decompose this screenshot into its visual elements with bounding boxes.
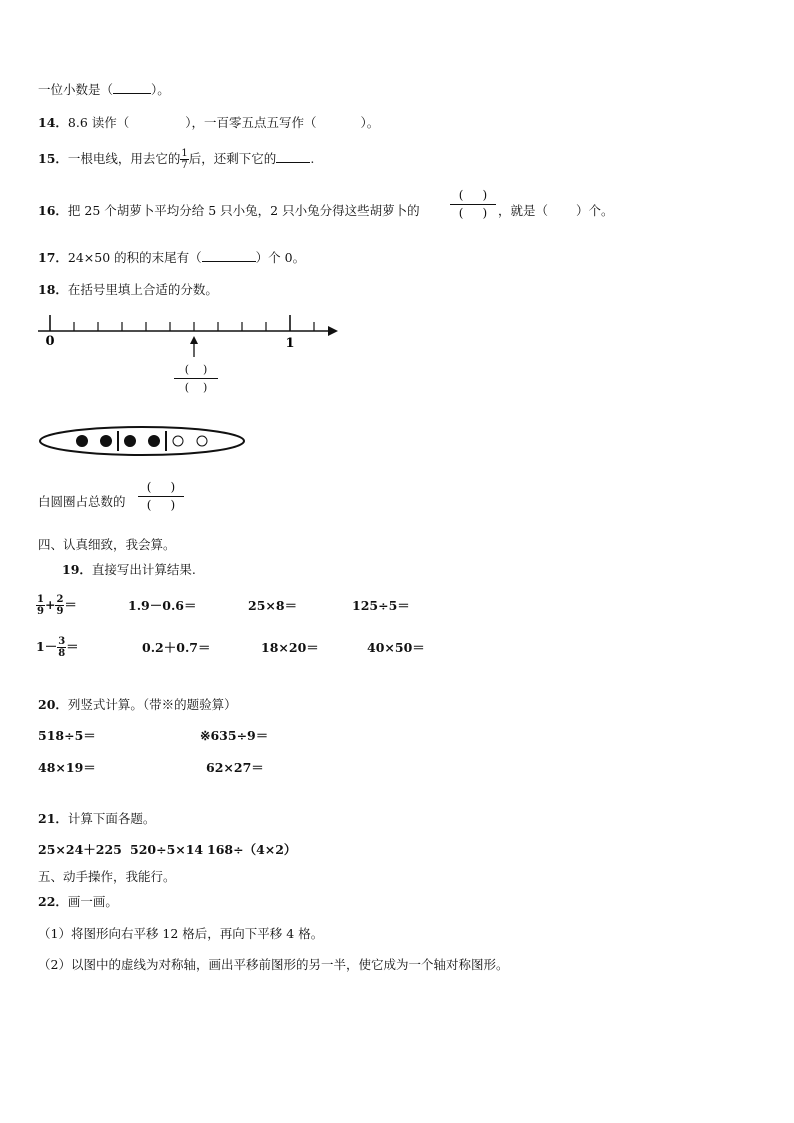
- answer-blank[interactable]: [113, 93, 151, 94]
- question-16-tail: ，就是（ ）个。: [498, 203, 614, 218]
- filled-circle: [101, 436, 112, 447]
- question-22: 22．画一画。: [38, 894, 118, 909]
- question-14: 14．8.6 读作（ ），一百零五点五写作（ ）。: [38, 115, 380, 130]
- number-line: [30, 305, 350, 415]
- number-line-label-zero: 0: [45, 334, 55, 349]
- up-arrow-icon: [190, 336, 198, 357]
- q20-a: 518÷5＝: [38, 728, 96, 743]
- q20-d: 62×27＝: [206, 760, 264, 775]
- q19-r1-a: $\frac{1}{9}$ + $\frac{2}{9}$ ＝: [37, 594, 77, 617]
- q22-part-1: （1）将图形向右平移 12 格后，再向下平移 4 格。: [38, 926, 324, 941]
- q19-r1-c: 25×8＝: [248, 598, 298, 613]
- fraction-bar: [174, 378, 218, 379]
- question-number: 16．: [38, 203, 68, 218]
- question-number: 21．: [38, 811, 68, 826]
- number-line-fraction-box[interactable]: ( ) ( ): [174, 362, 218, 395]
- number-line-arrowhead: [328, 326, 338, 336]
- question-16: 16．把 25 个胡萝卜平均分给 5 只小兔，2 只小兔分得这些胡萝卜的: [38, 203, 420, 218]
- q19-r2-c: 18×20＝: [261, 640, 319, 655]
- question-number: 14．: [38, 115, 68, 130]
- question-18: 18．在括号里填上合适的分数。: [38, 282, 218, 297]
- q19-r2-b: 0.2＋0.7＝: [142, 640, 211, 655]
- filled-circle: [149, 436, 160, 447]
- q21-a: 25×24＋225: [38, 842, 122, 857]
- q21-c: 168÷（4×2）: [207, 842, 297, 857]
- circle-group-figure: [36, 424, 250, 460]
- question-number: 19．: [62, 562, 92, 577]
- question-17: 17．24×50 的积的末尾有（ ）个 0。: [38, 250, 306, 265]
- filled-circle: [77, 436, 88, 447]
- fraction-answer-box[interactable]: ( ) ( ): [450, 188, 496, 221]
- arrow-head: [190, 336, 198, 344]
- q21-b: 520÷5×14: [130, 842, 204, 857]
- q18-caption: 白圆圈占总数的: [38, 494, 126, 509]
- section-title-5: 五、动手操作，我能行。: [38, 869, 176, 884]
- question-number: 20．: [38, 697, 68, 712]
- q19-r1-d: 125÷5＝: [352, 598, 410, 613]
- q13-tail: 一位小数是（ ）。: [38, 82, 170, 97]
- white-circle: [173, 436, 183, 446]
- question-19: 19．直接写出计算结果.: [62, 562, 196, 577]
- answer-blank[interactable]: [276, 162, 310, 163]
- q20-b: ※635÷9＝: [200, 728, 269, 743]
- filled-circle: [125, 436, 136, 447]
- question-number: 17．: [38, 250, 68, 265]
- question-15: 15．一根电线，用去它的 $\frac{1}{7}$ 后，还剩下它的 .: [38, 148, 315, 171]
- q20-c: 48×19＝: [38, 760, 96, 775]
- q19-r2-a: 1－ $\frac{3}{8}$ ＝: [36, 636, 79, 659]
- fraction-one-seventh: $\frac{1}{7}$: [181, 148, 188, 171]
- answer-blank[interactable]: [202, 261, 256, 262]
- question-21: 21．计算下面各题。: [38, 811, 156, 826]
- circles: [77, 431, 208, 451]
- question-20: 20．列竖式计算。（带※的题验算）: [38, 697, 237, 712]
- oval-outline: [40, 427, 244, 455]
- white-circle-fraction-box[interactable]: ( ) ( ): [138, 480, 184, 513]
- q22-part-2: （2）以图中的虚线为对称轴，画出平移前图形的另一半，使它成为一个轴对称图形。: [38, 957, 509, 972]
- fraction-bar: [138, 496, 184, 497]
- number-line-label-one: 1: [285, 336, 295, 351]
- white-circle: [197, 436, 207, 446]
- question-number: 18．: [38, 282, 68, 297]
- fraction-bar: [450, 204, 496, 205]
- number-line-ticks: [30, 315, 314, 331]
- question-number: 22．: [38, 894, 68, 909]
- section-title-4: 四、认真细致，我会算。: [38, 537, 176, 552]
- q19-r2-d: 40×50＝: [367, 640, 425, 655]
- question-number: 15．: [38, 151, 68, 166]
- q19-r1-b: 1.9－0.6＝: [128, 598, 197, 613]
